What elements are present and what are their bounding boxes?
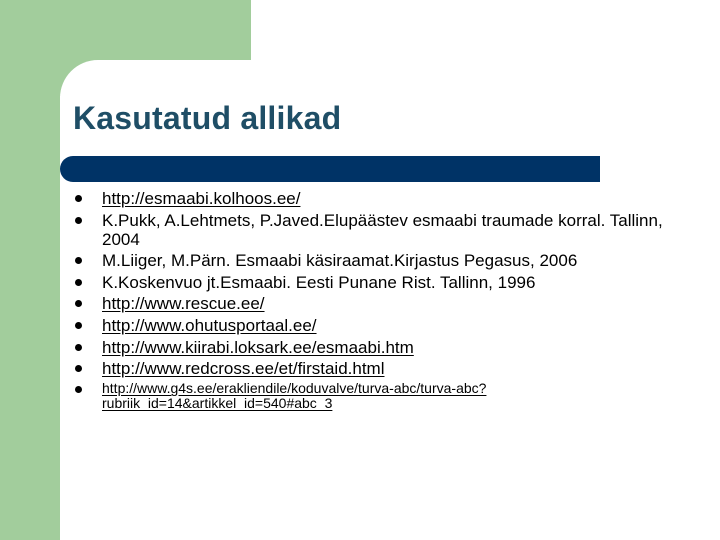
list-item <box>75 316 675 335</box>
list-item <box>75 273 675 292</box>
list-item <box>75 381 675 411</box>
bullet-icon <box>75 300 82 307</box>
source-link[interactable]: http://www.g4s.ee/erakliendile/koduvalve/turva-abc/turva-abc?rubriik_id=14&artikkel_id=540#abc_3 <box>102 380 487 412</box>
list-item <box>75 294 675 313</box>
bullet-icon <box>75 217 82 224</box>
bullet-icon <box>75 257 82 264</box>
source-link[interactable]: http://www.redcross.ee/et/firstaid.html <box>102 359 385 379</box>
bullet-icon <box>75 195 82 202</box>
list-item <box>75 251 675 270</box>
list-item <box>75 359 675 378</box>
source-text: M.Liiger, M.Pärn. Esmaabi käsiraamat.Kirjastus Pegasus, 2006 <box>102 251 578 271</box>
source-link[interactable]: http://esmaabi.kolhoos.ee/ <box>102 189 301 208</box>
bullet-icon <box>75 322 82 329</box>
source-link[interactable]: http://www.ohutusportaal.ee/ <box>102 315 317 335</box>
source-text: K.Koskenvuo jt.Esmaabi. Eesti Punane Rist. Tallinn, 1996 <box>102 272 536 292</box>
source-text: K.Pukk, A.Lehtmets, P.Javed.Elupäästev esmaabi traumade korral. Tallinn, 2004 <box>102 210 663 249</box>
bullet-icon <box>75 344 82 351</box>
bullet-icon <box>75 365 82 372</box>
source-list <box>75 189 675 414</box>
bullet-icon <box>75 386 82 393</box>
source-link[interactable]: http://www.kiirabi.loksark.ee/esmaabi.htm <box>102 337 414 357</box>
list-item <box>75 211 675 249</box>
list-item <box>75 189 675 208</box>
source-link[interactable]: http://www.rescue.ee/ <box>102 294 265 314</box>
slide-title: Kasutatud allikad <box>73 100 342 136</box>
title-underline-bar <box>60 156 600 182</box>
bullet-icon <box>75 279 82 286</box>
list-item <box>75 338 675 357</box>
